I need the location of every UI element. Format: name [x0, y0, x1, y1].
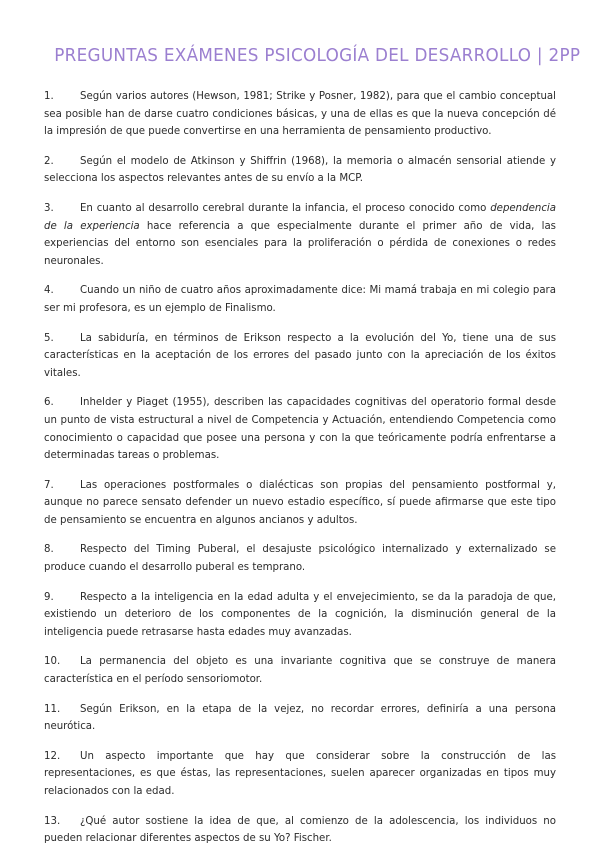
- question-item: [44, 813, 556, 848]
- question-item: [44, 748, 556, 801]
- question-number: 12.: [44, 750, 61, 762]
- question-item: [44, 282, 556, 317]
- question-number: 9.: [44, 591, 54, 603]
- question-text-pre: En cuanto al desarrollo cerebral durante la infancia, el proceso conocido como: [80, 202, 491, 214]
- question-text: Las operaciones postformales o dialécticas son propias del pensamiento postformal y, aunque no parece sensato defender un nuevo estadio específico, sí puede afirmarse que este tipo de pensamiento se encuentra en algunos ancianos y adultos.: [44, 479, 556, 526]
- question-text: ¿Qué autor sostiene la idea de que, al comienzo de la adolescencia, los individuos no pueden relacionar diferentes aspectos de su Yo? Fischer.: [44, 815, 556, 845]
- question-item: [44, 541, 556, 576]
- question-item: [44, 394, 556, 464]
- question-number: 3.: [44, 202, 54, 214]
- question-number: 1.: [44, 91, 54, 102]
- question-number: 13.: [44, 815, 61, 827]
- question-number: 4.: [44, 285, 54, 297]
- question-text: La permanencia del objeto es una invariante cognitiva que se construye de manera característica en el período sensoriomotor.: [44, 656, 556, 686]
- question-number: 2.: [44, 155, 54, 167]
- question-number: 11.: [44, 703, 61, 715]
- question-number: 6.: [44, 397, 54, 409]
- question-text: Cuando un niño de cuatro años aproximadamente dice: Mi mamá trabaja en mi colegio para ser mi profesora, es un ejemplo de Finalismo.: [44, 285, 556, 314]
- question-emphasis: dependencia de la experiencia: [44, 202, 556, 232]
- question-item: [44, 589, 556, 642]
- question-item: [44, 200, 556, 270]
- page-title: PREGUNTAS EXÁMENES PSICOLOGÍA DEL DESARROLLO | 2PP: [54, 46, 581, 66]
- question-text: Un aspecto importante que hay que considerar sobre la construcción de las representaciones, es que éstas, las representaciones, suelen aparecer organizadas en tipos muy relacionados con la edad.: [44, 750, 556, 797]
- question-item: [44, 653, 556, 688]
- question-text: Inhelder y Piaget (1955), describen las capacidades cognitivas del operatorio formal desde un punto de vista estructural a nivel de Competencia y Actuación, entendiendo Competencia como conocimiento o capacidad que posee una persona y con la que teóricamente podría enfrentarse a determinadas tareas o problemas.: [44, 397, 556, 462]
- question-item: [44, 330, 556, 383]
- question-item: [44, 88, 556, 141]
- question-item: [44, 701, 556, 736]
- question-number: 8.: [44, 544, 54, 556]
- question-text: La sabiduría, en términos de Erikson respecto a la evolución del Yo, tiene una de sus características en la aceptación de los errores del pasado junto con la apreciación de los éxitos vitales.: [44, 332, 556, 379]
- question-text: Según el modelo de Atkinson y Shiffrin (1968), la memoria o almacén sensorial atiende y selecciona los aspectos relevantes antes de su envío a la MCP.: [44, 155, 556, 185]
- question-number: 7.: [44, 479, 54, 491]
- question-item: [44, 153, 556, 188]
- question-text: Respecto del Timing Puberal, el desajuste psicológico internalizado y externalizado se produce cuando el desarrollo puberal es temprano.: [44, 544, 556, 574]
- question-number: 10.: [44, 656, 61, 668]
- question-text: Según Erikson, en la etapa de la vejez, no recordar errores, definiría a una persona neurótica.: [44, 703, 556, 733]
- question-list: [44, 88, 556, 848]
- question-text: Según varios autores (Hewson, 1981; Strike y Posner, 1982), para que el cambio conceptual sea posible han de darse cuatro condiciones básicas, y una de ellas es que la nueva concepción dé la impresión de que puede convertirse en una herramienta de pensamiento productivo.: [44, 91, 556, 138]
- question-number: 5.: [44, 332, 54, 344]
- question-text-post: hace referencia a que especialmente durante el primer año de vida, las experiencias del entorno son esenciales para la proliferación o pérdida de conexiones o redes neuronales.: [44, 220, 556, 267]
- question-text: Respecto a la inteligencia en la edad adulta y el envejecimiento, se da la paradoja de que, existiendo un deterioro de los componentes de la cognición, la disminución general de la inteligencia puede retrasarse hasta edades muy avanzadas.: [44, 591, 556, 638]
- question-item: [44, 477, 556, 530]
